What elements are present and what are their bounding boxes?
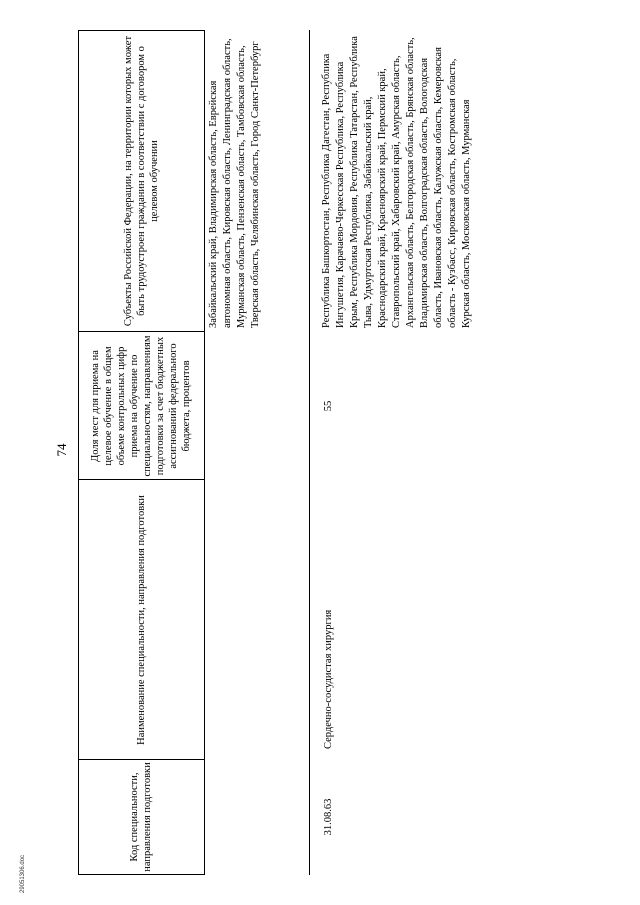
table-right-border: [78, 30, 204, 31]
prev-row-subjects: Забайкальский край, Владимирская область, Еврейская автономная область, Кировская область, Ленинградская область, Мурманская область, Пензенская область, Тамбовская область, Тверская область, Челябинская область, Город Санкт-Петербург: [208, 38, 261, 328]
header-name: Наименование специальности, направления подготовки: [135, 495, 147, 745]
footer-document-code: 29051306.doc: [20, 854, 26, 893]
header-subjects: Субъекты Российской Федерации, на территории которых может быть трудоустроен гражданин в соответствии с договором о целевом обучении: [122, 35, 160, 327]
table-left-border: [78, 874, 204, 875]
col-divider-name: [78, 479, 204, 480]
col-divider-code: [78, 759, 204, 760]
page-number: 74: [54, 443, 69, 457]
table: [78, 30, 623, 875]
rotated-page: [52, 30, 632, 875]
table-top-border: [78, 30, 79, 875]
row-subjects: Республика Башкортостан, Республика Дагестан, Республика Ингушетия, Карачаево-Черкесская Республика, Республика Крым, Республика Мордовия, Республика Татарстан, Республика Тыва, Удмуртская Республика, Забайкальский край, Краснодарский край, Красноярский край, Пермский край, Ставропольский край, Хабаровский край, Амурская область, Архангельская область, Белгородская область, Брянская область, Владимирская область, Волгоградская область, Вологодская область, Ивановская область, Калужская область, Кемеровская область - Кузбасс, Кировская область, Костромская область, Курская область, Московская область, Мурманская: [321, 36, 472, 328]
col-divider-share: [78, 331, 204, 332]
row-separator: [309, 30, 310, 875]
header-bottom-border: [204, 30, 205, 875]
header-code: Код специальности, направления подготовки: [129, 762, 153, 872]
row-share: 55: [323, 400, 334, 412]
row-code: 31.08.63: [323, 798, 334, 836]
row-name: Сердечно-сосудистая хирургия: [323, 609, 334, 749]
header-share: Доля мест для приема на целевое обучение в общем объеме контрольных цифр приема на обучение по специальностям, направлениям подготовки за счет бюджетных ассигнований федерального бюджета, процентов: [90, 335, 192, 477]
